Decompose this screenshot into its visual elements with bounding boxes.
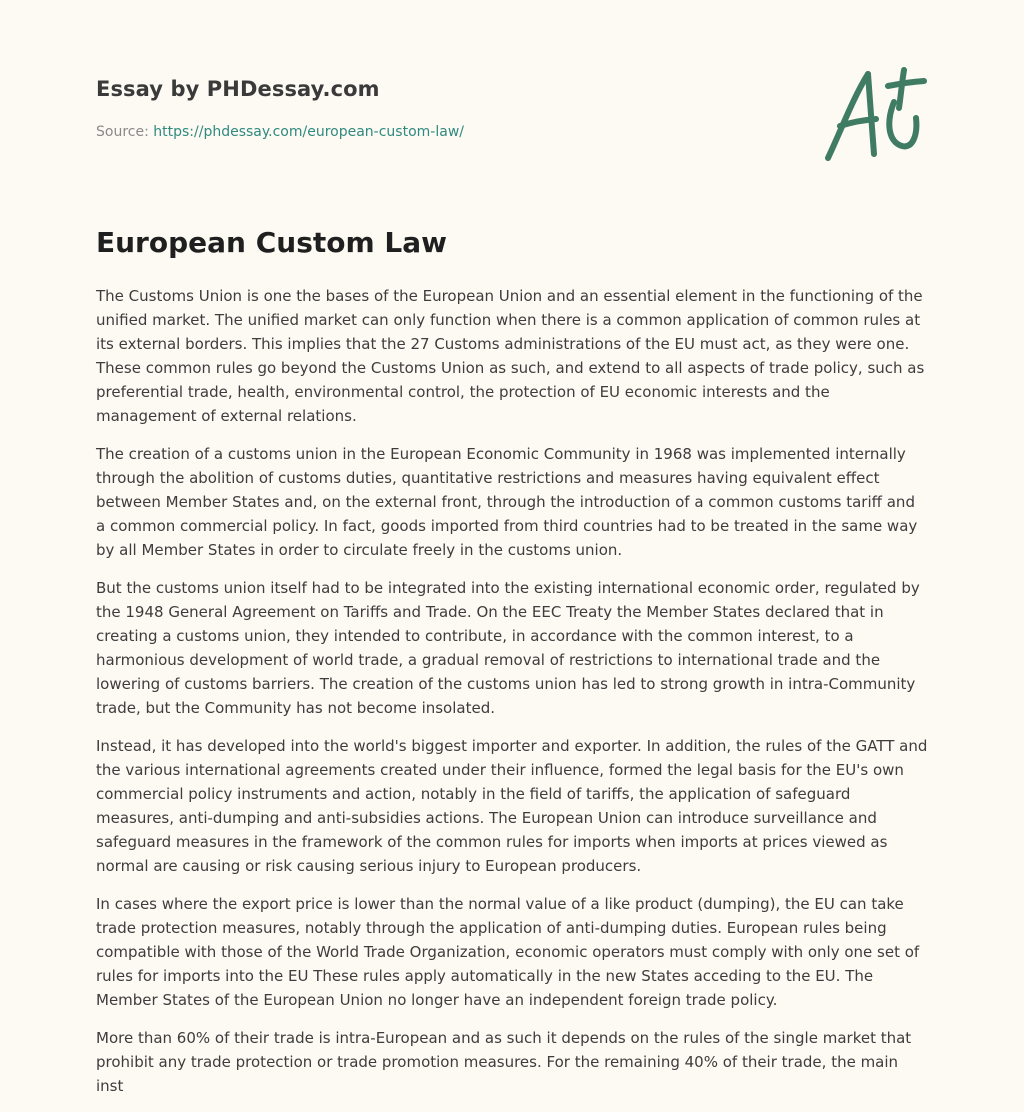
essay-paragraph: The Customs Union is one the bases of the European Union and an essential element in the functioning of the unified market. The unified market can only function when there is a common application of common rules at its external borders. This implies that the 27 Customs administrations of the EU must act, as they were one. These common rules go beyond the Customs Union as such, and extend to all aspects of trade policy, such as preferential trade, health, environmental control, the protection of EU economic interests and the management of external relations.	[96, 287, 925, 425]
source-label: Source:	[96, 124, 154, 140]
site-brand[interactable]: Essay by PHDessay.com	[96, 77, 380, 101]
source-link[interactable]: https://phdessay.com/european-custom-law/	[153, 124, 464, 140]
essay-paragraph: But the customs union itself had to be integrated into the existing international economic order, regulated by the 1948 General Agreement on Tariffs and Trade. On the EEC Treaty the Member States declared that in creating a customs union, they intended to contribute, in accordance with the common interest, to a harmonious development of world trade, a gradual removal of restrictions to international trade and the lowering of customs barriers. The creation of the customs union has led to strong growth in intra-Community trade, but the Community has not become insolated.	[96, 579, 920, 717]
site-header	[96, 0, 928, 190]
essay-paragraph: More than 60% of their trade is intra-European and as such it depends on the rules of the single market that prohibit any trade protection or trade promotion measures. For the remaining 40% of their trade, the main inst	[96, 1029, 912, 1095]
essay-title: European Custom Law	[96, 226, 448, 259]
essay-paragraph: Instead, it has developed into the world's biggest importer and exporter. In addition, the rules of the GATT and the various international agreements created under their influence, formed the legal basis for the EU's own commercial policy instruments and action, notably in the field of tariffs, the application of safeguard measures, anti-dumping and anti-subsidies actions. The European Union can introduce surveillance and safeguard measures in the framework of the common rules for imports when imports at prices viewed as normal are causing or risk causing serious injury to European producers.	[96, 737, 928, 875]
essay-paragraph: In cases where the export price is lower than the normal value of a like product (dumping), the EU can take trade protection measures, notably through the application of anti-dumping duties. European rules being compatible with those of the World Trade Organization, economic operators must comply with only one set of rules for imports into the EU These rules apply automatically in the new States acceding to the EU. The Member States of the European Union no longer have an independent foreign trade policy.	[96, 895, 920, 1009]
essay-paragraph: The creation of a customs union in the European Economic Community in 1968 was implemented internally through the abolition of customs duties, quantitative restrictions and measures having equivalent effect between Member States and, on the external front, through the introduction of a common customs tariff and a common commercial policy. In fact, goods imported from third countries had to be treated in the same way by all Member States in order to circulate freely in the customs union.	[96, 445, 918, 559]
a-plus-logo-icon	[824, 66, 928, 166]
source-line	[96, 124, 464, 140]
essay-body	[96, 284, 928, 1112]
